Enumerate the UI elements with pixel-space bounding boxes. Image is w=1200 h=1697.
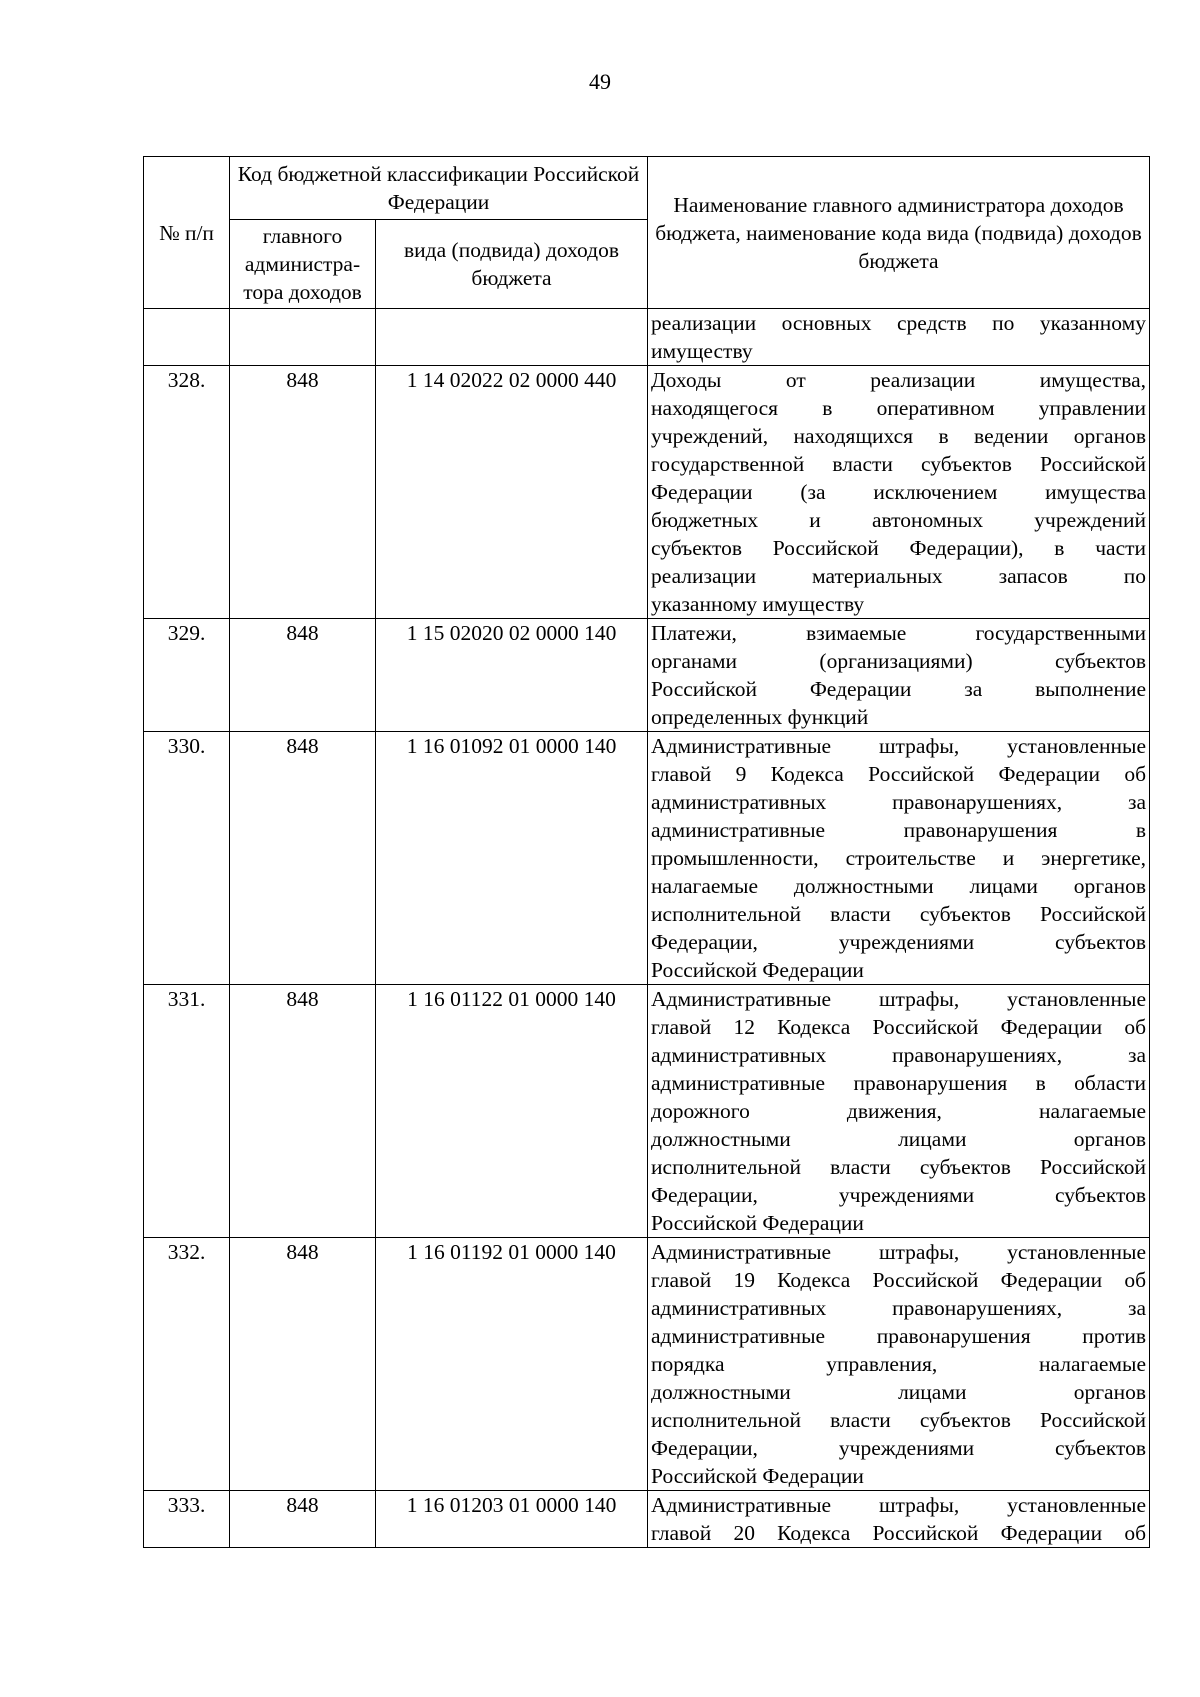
income-code-cell: 1 16 01203 01 0000 140 bbox=[376, 1491, 648, 1548]
description-line: главой 9 Кодекса Российской Федерации об bbox=[651, 762, 1147, 786]
table-row bbox=[144, 619, 1150, 732]
description-line: Российской Федерации bbox=[651, 958, 864, 982]
description-line: Платежи, взимаемые государственными bbox=[651, 621, 1147, 645]
description-line: главой 19 Кодекса Российской Федерации об bbox=[651, 1268, 1147, 1292]
description-line: административных правонарушениях, за bbox=[651, 1296, 1147, 1320]
header-row-number: № п/п bbox=[144, 157, 230, 309]
description-line: государственной власти субъектов Российской bbox=[651, 452, 1147, 476]
budget-classification-table bbox=[143, 156, 1150, 1548]
description-line: административных правонарушениях, за bbox=[651, 790, 1147, 814]
income-code-cell bbox=[376, 309, 648, 366]
table-row bbox=[144, 1238, 1150, 1491]
description-line: бюджетных и автономных учреждений bbox=[651, 508, 1147, 532]
description-cell bbox=[648, 619, 1150, 732]
admin-code-cell: 848 bbox=[230, 1238, 376, 1491]
description-line: дорожного движения, налагаемые bbox=[651, 1099, 1147, 1123]
admin-code-cell: 848 bbox=[230, 366, 376, 619]
admin-code-cell: 848 bbox=[230, 985, 376, 1238]
description-line: Российской Федерации bbox=[651, 1464, 864, 1488]
description-line: Административные штрафы, установленные bbox=[651, 1240, 1147, 1264]
table-header bbox=[144, 157, 1150, 309]
description-line: исполнительной власти субъектов Российской bbox=[651, 1408, 1147, 1432]
header-kbk-group: Код бюджетной классификации Российской Федерации bbox=[230, 157, 648, 220]
description-line: реализации основных средств по указанному bbox=[651, 311, 1147, 335]
admin-code-cell: 848 bbox=[230, 619, 376, 732]
description-line: главой 12 Кодекса Российской Федерации об bbox=[651, 1015, 1147, 1039]
header-description: Наименование главного администратора доходов бюджета, наименование кода вида (подвида) доходов бюджета bbox=[648, 157, 1150, 309]
row-number-cell bbox=[144, 309, 230, 366]
description-line: Федерации, учреждениями субъектов bbox=[651, 1183, 1147, 1207]
description-line: должностными лицами органов bbox=[651, 1127, 1147, 1151]
description-line: Административные штрафы, установленные bbox=[651, 734, 1147, 758]
row-number-cell: 328. bbox=[144, 366, 230, 619]
description-cell bbox=[648, 985, 1150, 1238]
description-line: субъектов Российской Федерации), в части bbox=[651, 536, 1147, 560]
description-line: исполнительной власти субъектов Российской bbox=[651, 902, 1147, 926]
admin-code-cell: 848 bbox=[230, 1491, 376, 1548]
header-admin-code: главного администра-тора доходов bbox=[230, 220, 376, 309]
description-line: Федерации, учреждениями субъектов bbox=[651, 930, 1147, 954]
description-cell bbox=[648, 366, 1150, 619]
income-code-cell: 1 14 02022 02 0000 440 bbox=[376, 366, 648, 619]
row-number-cell: 333. bbox=[144, 1491, 230, 1548]
row-number-cell: 331. bbox=[144, 985, 230, 1238]
description-cell bbox=[648, 309, 1150, 366]
description-line: Российской Федерации за выполнение bbox=[651, 677, 1147, 701]
description-line: указанному имуществу bbox=[651, 592, 865, 616]
page-number: 49 bbox=[589, 69, 611, 94]
table-row bbox=[144, 732, 1150, 985]
description-line: находящегося в оперативном управлении bbox=[651, 396, 1147, 420]
description-line: административные правонарушения в bbox=[651, 818, 1147, 842]
description-cell bbox=[648, 1238, 1150, 1491]
description-line: имуществу bbox=[651, 339, 753, 363]
description-line: Административные штрафы, установленные bbox=[651, 1493, 1147, 1517]
description-line: Федерации (за исключением имущества bbox=[651, 480, 1147, 504]
row-number-cell: 329. bbox=[144, 619, 230, 732]
row-number-cell: 332. bbox=[144, 1238, 230, 1491]
description-line: должностными лицами органов bbox=[651, 1380, 1147, 1404]
description-line: налагаемые должностными лицами органов bbox=[651, 874, 1147, 898]
table-row bbox=[144, 985, 1150, 1238]
description-line: порядка управления, налагаемые bbox=[651, 1352, 1147, 1376]
description-line: Федерации, учреждениями субъектов bbox=[651, 1436, 1147, 1460]
admin-code-cell: 848 bbox=[230, 732, 376, 985]
description-line: административные правонарушения в области bbox=[651, 1071, 1147, 1095]
description-line: Российской Федерации bbox=[651, 1211, 864, 1235]
row-number-cell: 330. bbox=[144, 732, 230, 985]
admin-code-cell bbox=[230, 309, 376, 366]
description-line: определенных функций bbox=[651, 705, 869, 729]
description-cell bbox=[648, 732, 1150, 985]
description-line: исполнительной власти субъектов Российской bbox=[651, 1155, 1147, 1179]
income-code-cell: 1 15 02020 02 0000 140 bbox=[376, 619, 648, 732]
table-row bbox=[144, 366, 1150, 619]
income-code-cell: 1 16 01092 01 0000 140 bbox=[376, 732, 648, 985]
description-line: учреждений, находящихся в ведении органов bbox=[651, 424, 1147, 448]
table-row bbox=[144, 1491, 1150, 1548]
table-body bbox=[144, 309, 1150, 1548]
income-code-cell: 1 16 01122 01 0000 140 bbox=[376, 985, 648, 1238]
description-line: административных правонарушениях, за bbox=[651, 1043, 1147, 1067]
description-line: реализации материальных запасов по bbox=[651, 564, 1147, 588]
description-line: органами (организациями) субъектов bbox=[651, 649, 1147, 673]
table-row bbox=[144, 309, 1150, 366]
header-income-code: вида (подвида) доходов бюджета bbox=[376, 220, 648, 309]
description-line: главой 20 Кодекса Российской Федерации об bbox=[651, 1521, 1147, 1545]
description-line: Административные штрафы, установленные bbox=[651, 987, 1147, 1011]
income-code-cell: 1 16 01192 01 0000 140 bbox=[376, 1238, 648, 1491]
description-line: административные правонарушения против bbox=[651, 1324, 1147, 1348]
description-cell bbox=[648, 1491, 1150, 1548]
description-line: Доходы от реализации имущества, bbox=[651, 368, 1147, 392]
description-line: промышленности, строительстве и энергетике, bbox=[651, 846, 1147, 870]
